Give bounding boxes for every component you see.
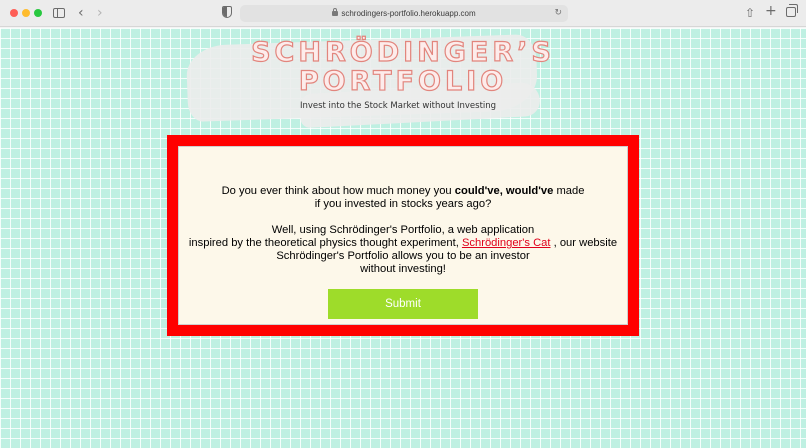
question-text-start: Do you ever think about how much money you <box>221 185 455 197</box>
back-arrow-icon[interactable]: ‹ <box>78 5 84 21</box>
intro-card-frame <box>167 135 639 336</box>
privacy-shield-icon[interactable] <box>222 6 232 18</box>
url-text: schrodingers-portfolio.herokuapp.com <box>341 9 476 18</box>
description-line-3: Schrödinger's Portfolio allows you to be an investor <box>276 250 530 262</box>
share-icon[interactable]: ⇧ <box>745 6 756 20</box>
address-bar[interactable] <box>240 5 568 22</box>
title-line-2: PORTFOLIO <box>298 66 508 97</box>
tab-overview-icon[interactable] <box>786 7 796 17</box>
browser-toolbar <box>0 0 806 27</box>
question-line-2: if you invested in stocks years ago? <box>314 198 492 210</box>
sidebar-toggle-icon[interactable] <box>53 8 65 18</box>
page-title <box>190 38 616 96</box>
reload-icon[interactable]: ↻ <box>554 8 562 18</box>
page-subtitle: Invest into the Stock Market without Investing <box>299 101 497 111</box>
minimize-window-button[interactable] <box>22 9 30 17</box>
question-text-end: made <box>553 185 585 197</box>
page-content <box>0 28 806 448</box>
description-line-2-end: , our website <box>550 237 618 249</box>
intro-question <box>179 185 627 211</box>
intro-description <box>179 224 627 276</box>
new-tab-plus-icon[interactable]: + <box>765 3 777 19</box>
intro-card <box>178 146 628 325</box>
title-line-1: SCHRÖDINGER’S <box>251 37 555 68</box>
schrodingers-cat-link[interactable]: Schrödinger's Cat <box>461 237 551 249</box>
forward-arrow-icon[interactable]: › <box>97 5 103 21</box>
zoom-window-button[interactable] <box>34 9 42 17</box>
question-emphasis: could've, would've <box>454 185 554 197</box>
description-line-2: inspired by the theoretical physics thought experiment, <box>188 237 462 249</box>
description-line-4: without investing! <box>360 263 446 275</box>
close-window-button[interactable] <box>10 9 18 17</box>
submit-button[interactable]: Submit <box>328 289 478 319</box>
lock-icon <box>332 11 338 16</box>
description-line-1: Well, using Schrödinger's Portfolio, a web application <box>271 224 535 236</box>
